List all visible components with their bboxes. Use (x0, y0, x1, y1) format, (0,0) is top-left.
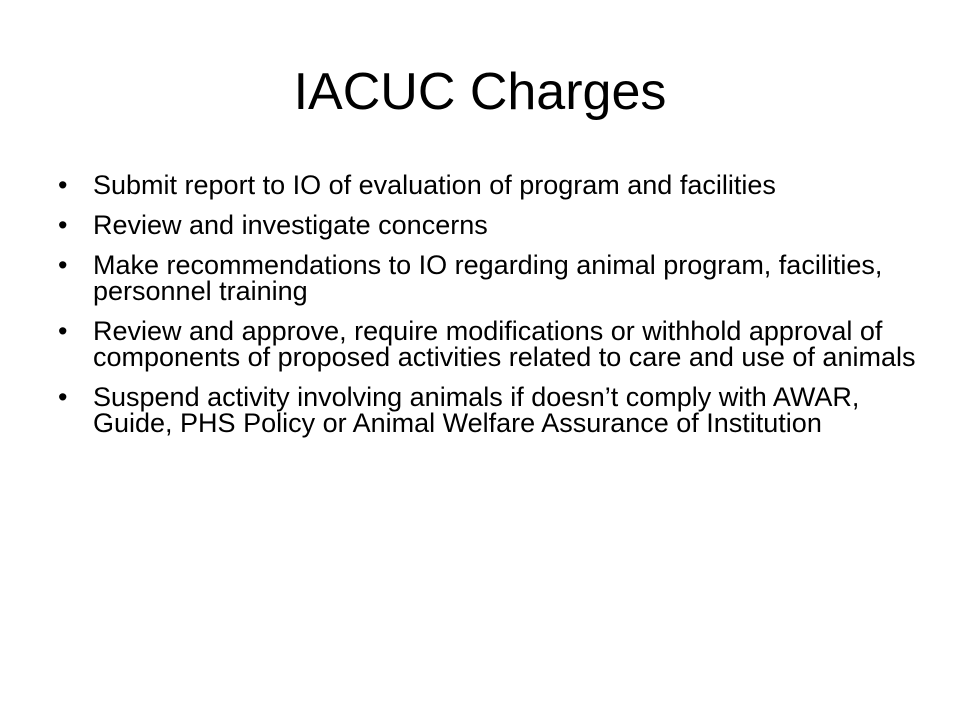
bullet-text: Submit report to IO of evaluation of program and facilities (93, 170, 776, 200)
bullet-item (58, 252, 918, 304)
bullet-dot-icon: • (58, 170, 68, 200)
bullet-dot-icon: • (58, 316, 68, 346)
bullet-item (58, 212, 918, 238)
bullet-dot-icon: • (58, 382, 68, 412)
bullet-dot-icon: • (58, 250, 68, 280)
slide-title: IACUC Charges (293, 63, 667, 121)
bullet-list (58, 172, 918, 450)
bullet-item (58, 172, 918, 198)
bullet-text: Review and investigate concerns (93, 210, 488, 240)
bullet-dot-icon: • (58, 210, 68, 240)
bullet-item (58, 384, 918, 436)
bullet-text: Suspend activity involving animals if doesn’t comply with AWAR, Guide, PHS Policy or Animal Welfare Assurance of Institution (93, 382, 860, 438)
bullet-text: Review and approve, require modifications or withhold approval of components of proposed activities related to care and use of animals (93, 316, 916, 372)
bullet-item (58, 318, 918, 370)
bullet-text: Make recommendations to IO regarding animal program, facilities, personnel training (93, 250, 883, 306)
